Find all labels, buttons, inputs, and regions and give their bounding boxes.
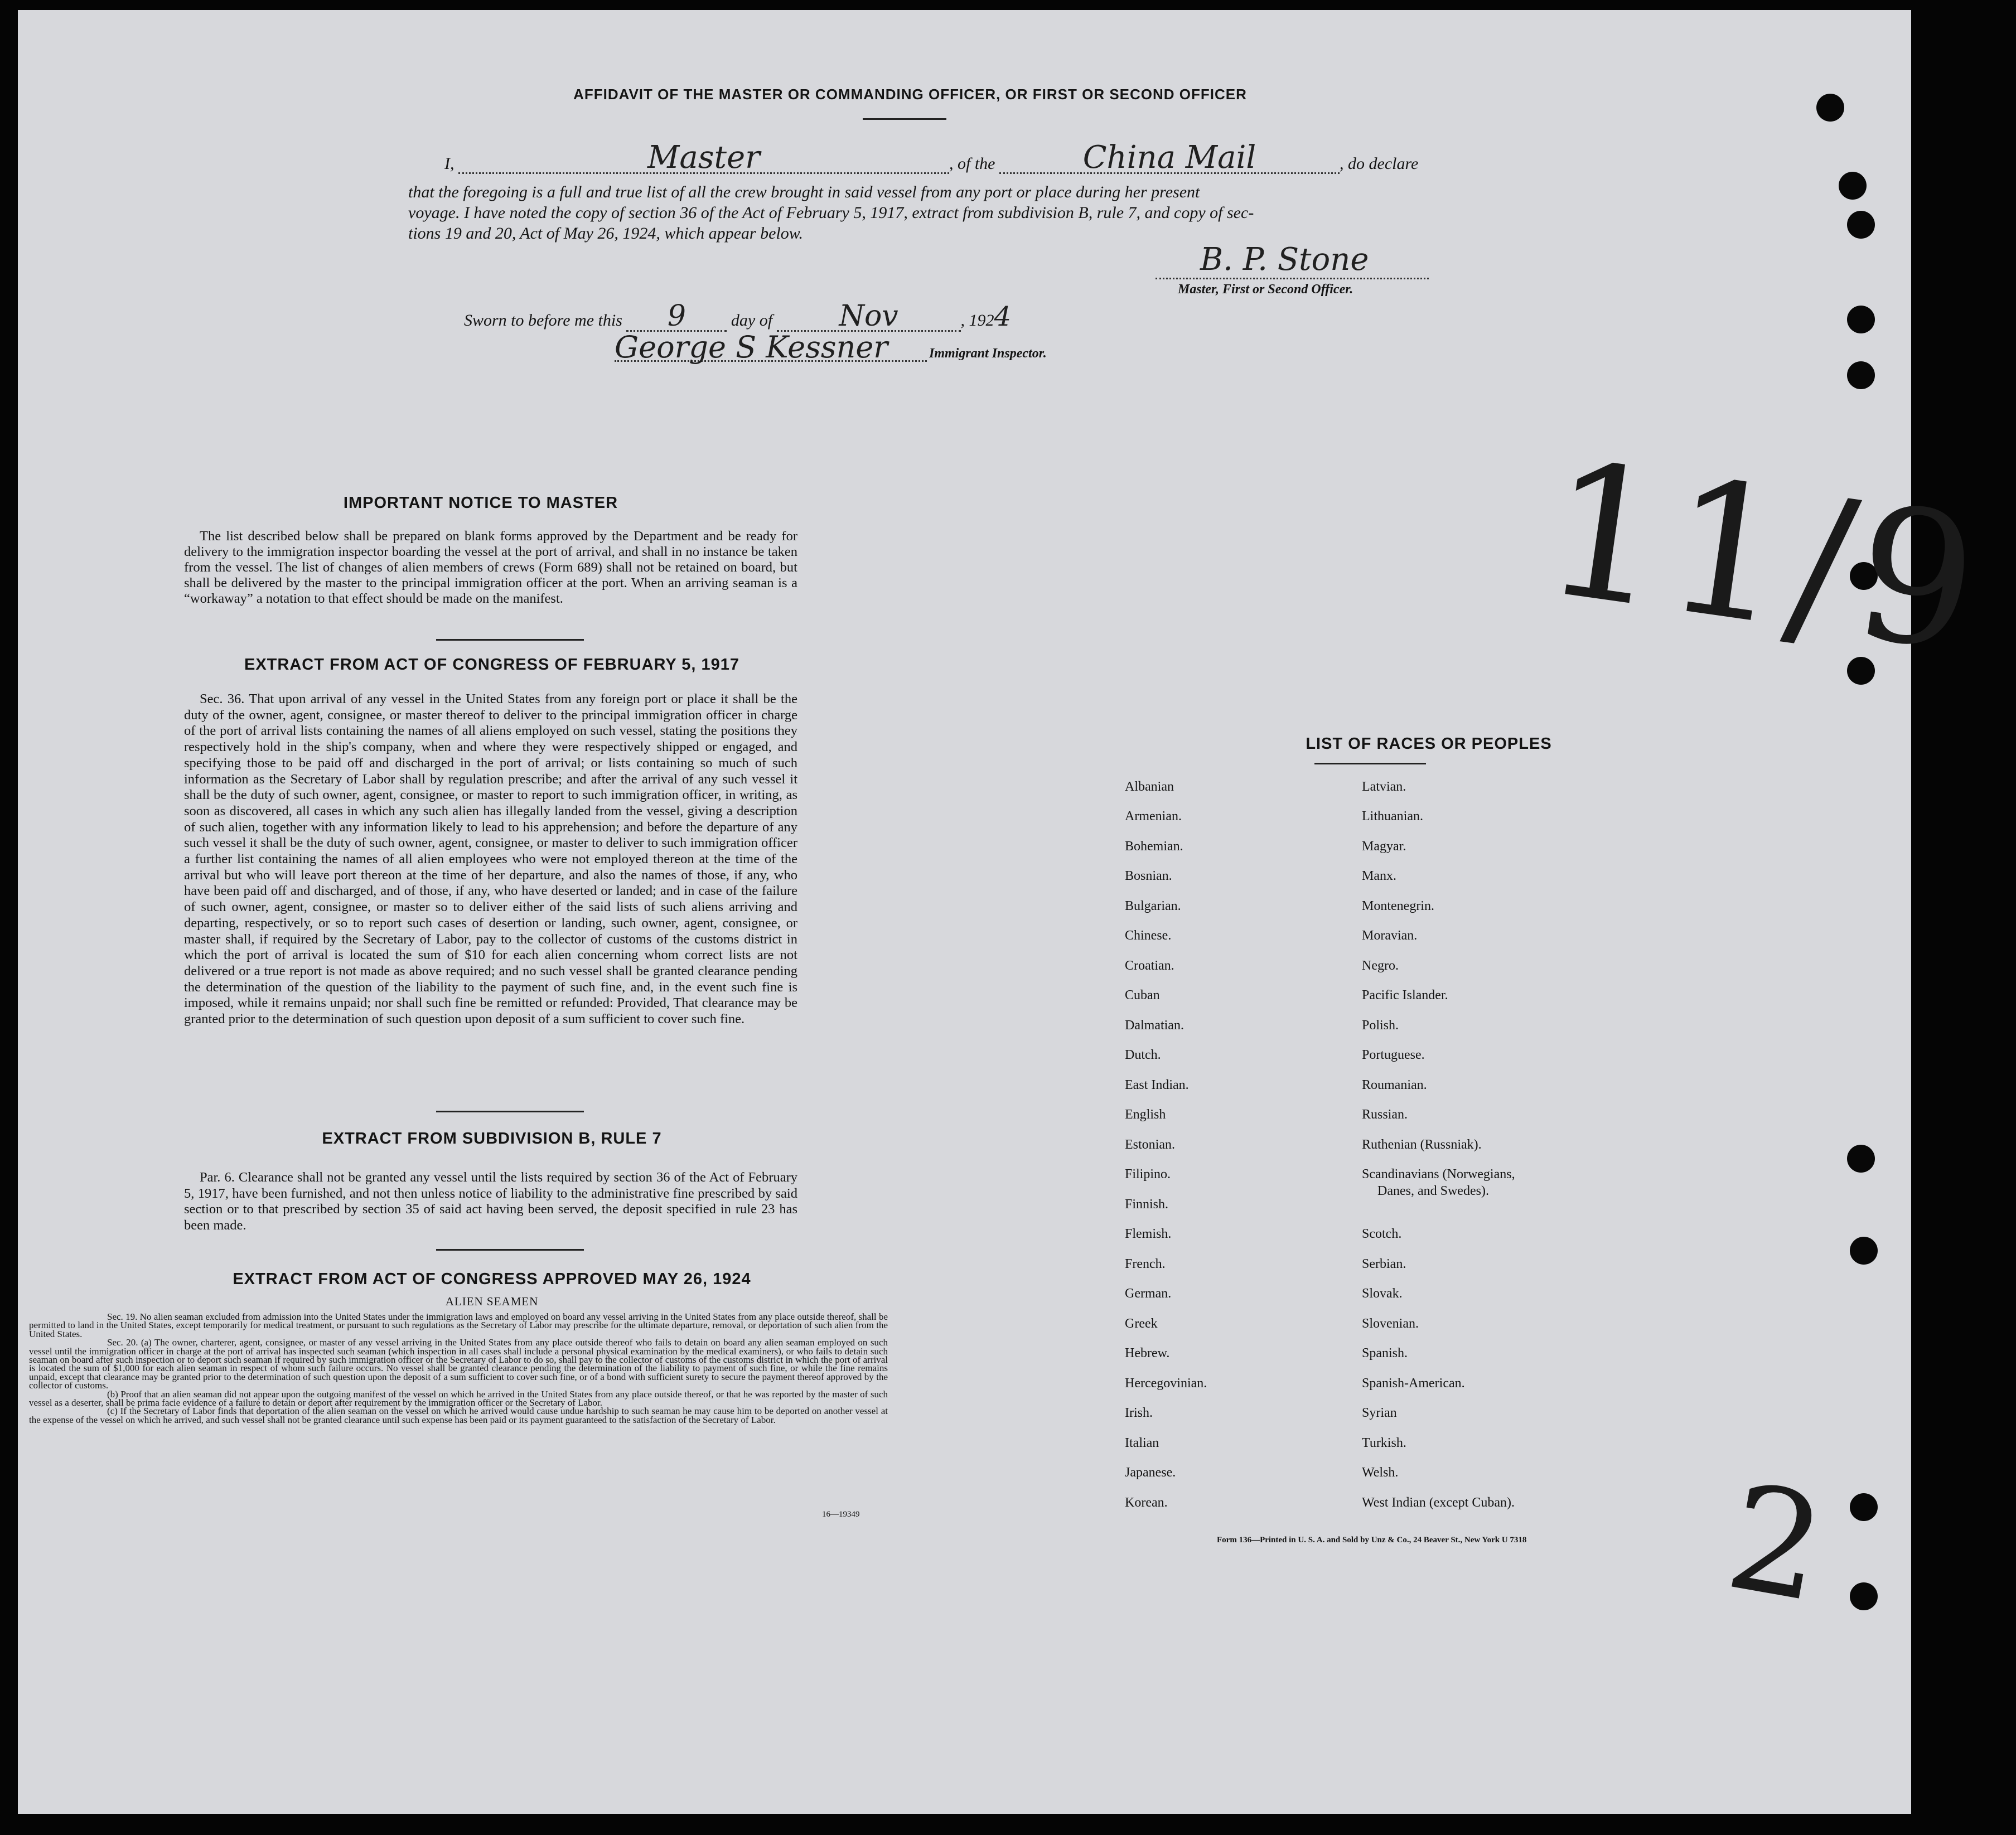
race-item: East Indian. — [1125, 1078, 1189, 1092]
race-item: Estonian. — [1125, 1137, 1175, 1152]
race-item: Hercegovinian. — [1125, 1376, 1207, 1391]
race-item: Scotch. — [1362, 1227, 1402, 1241]
race-item: Filipino. — [1125, 1167, 1171, 1182]
race-item: Spanish-American. — [1362, 1376, 1465, 1391]
race-item: Albanian — [1125, 779, 1174, 794]
do-declare-label: , do declare — [1340, 154, 1419, 173]
race-item: English — [1125, 1107, 1166, 1122]
divider — [436, 1249, 584, 1251]
affidavit-line-4: tions 19 and 20, Act of May 26, 1924, which appear below. — [408, 224, 804, 243]
race-item: Magyar. — [1362, 839, 1406, 854]
punch-hole — [1850, 1237, 1878, 1265]
divider — [863, 118, 946, 120]
race-item: Lithuanian. — [1362, 809, 1423, 824]
divider — [1314, 763, 1426, 764]
handwritten-date-annotation: 11/9 — [1533, 421, 1994, 694]
race-item: Cuban — [1125, 988, 1160, 1003]
sworn-month: Nov — [839, 299, 898, 333]
punch-hole — [1847, 211, 1875, 239]
sworn-day: 9 — [667, 299, 686, 333]
affidavit-line-1 — [444, 139, 1459, 176]
sec-20a-paragraph: Sec. 20. (a) The owner, charterer, agent, consignee, or master of any vessel arriving in the United States from any place outside thereof who fails to detain on board any alien seaman employed on such vessel until the immigration officer in charge at the port of arrival has inspected such seaman (which inspection in all cases shall include a personal physical examination by the medical examiners), or who fails to detain such seaman on board after such inspection or to deport such seaman if required by such immigration officer or the Secretary of Labor to do so, shall pay to the collector of customs of the customs district in which the port of arrival is located the sum of $1,000 for each alien seaman in respect of whom such failure occurs. No vessel shall be granted clearance pending the determination of the liability to payment of such fine, or while the fine remains unpaid, except that clearance may be granted prior to the determination of such question upon the deposit of a sum sufficient to cover such fine, or of a bond with sufficient surety to secure the payment thereof approved by the collector of customs. — [29, 1337, 888, 1391]
race-item: Portuguese. — [1362, 1048, 1425, 1062]
extract-1924-subheading: ALIEN SEAMEN — [445, 1295, 539, 1308]
race-item: French. — [1125, 1257, 1166, 1271]
punch-hole — [1839, 172, 1867, 200]
race-item: Serbian. — [1362, 1257, 1406, 1271]
punch-hole — [1816, 94, 1844, 122]
race-item: Italian — [1125, 1436, 1159, 1450]
race-item: Armenian. — [1125, 809, 1182, 824]
sec-20b-paragraph: (b) Proof that an alien seaman did not appear upon the outgoing manifest of the vessel on which he arrived in the United States from any place outside thereof, or that he was reported by the master of such vessel as a deserter, shall be prima facie evidence of a failure to detain or deport after requirement by the immigration officer or the Secretary of Labor. — [29, 1388, 888, 1408]
signature-line — [1156, 278, 1429, 279]
race-item: Turkish. — [1362, 1436, 1406, 1450]
notice-heading: IMPORTANT NOTICE TO MASTER — [343, 494, 618, 512]
month-field — [777, 299, 961, 333]
punch-hole — [1847, 306, 1875, 333]
sec-19-paragraph: Sec. 19. No alien seaman excluded from admission into the United States under the immigration laws and employed on board any vessel arriving in the United States from any place outside thereof, shall be permitted to land in the United States, except temporarily for medical treatment, or pursuant to such regulations as the Secretary of Labor may prescribe for the ultimate departure, removal, or deportation of such alien from the United States. — [29, 1311, 888, 1339]
race-item: German. — [1125, 1286, 1172, 1301]
race-item: Roumanian. — [1362, 1078, 1427, 1092]
handwritten-mark: 2 — [1716, 1452, 1836, 1635]
race-item: Russian. — [1362, 1107, 1408, 1122]
sworn-line — [464, 301, 1011, 332]
race-item: Manx. — [1362, 869, 1396, 883]
race-item: Slovak. — [1362, 1286, 1403, 1301]
punch-hole — [1850, 1493, 1878, 1521]
divider — [436, 639, 584, 641]
race-item: Danes, and Swedes). — [1377, 1184, 1489, 1198]
race-item: Montenegrin. — [1362, 899, 1434, 913]
race-item: Hebrew. — [1125, 1346, 1170, 1360]
race-item: Latvian. — [1362, 779, 1406, 794]
extract-1924-body — [29, 1313, 888, 1424]
race-item: Irish. — [1125, 1406, 1153, 1420]
races-right-column — [1362, 779, 1652, 1527]
year-prefix: , 192 — [960, 311, 994, 330]
race-item: Korean. — [1125, 1495, 1168, 1510]
affidavit-line-3: voyage. I have noted the copy of section 36 of the Act of February 5, 1917, extract from subdivision B, rule 7, and copy of sec- — [408, 204, 1254, 222]
race-item: Moravian. — [1362, 928, 1418, 943]
inspector-caption: Immigrant Inspector. — [929, 346, 1047, 361]
sworn-prefix: Sworn to before me this — [464, 311, 622, 330]
punch-hole — [1847, 361, 1875, 389]
race-item: Croatian. — [1125, 958, 1174, 973]
race-item: Polish. — [1362, 1018, 1399, 1033]
race-item: Slovenian. — [1362, 1316, 1419, 1331]
year-digit: 4 — [994, 301, 1012, 332]
race-item: Welsh. — [1362, 1465, 1399, 1480]
sec-20c-paragraph: (c) If the Secretary of Labor finds that deportation of the alien seaman on the vessel on which he arrived would cause undue hardship to such seaman he may cause him to be deported on another vessel at the expense of the vessel on which he arrived, and such vessel shall not be granted clearance until such expense has been paid or its payment guaranteed to the satisfaction of the Secretary of Labor. — [29, 1406, 888, 1425]
inspector-line — [615, 330, 1047, 365]
race-item: Finnish. — [1125, 1197, 1169, 1212]
rank-field — [458, 139, 949, 176]
race-item: Bosnian. — [1125, 869, 1172, 883]
race-item: Dalmatian. — [1125, 1018, 1184, 1033]
race-item: Syrian — [1362, 1406, 1397, 1420]
extract-1924-heading: EXTRACT FROM ACT OF CONGRESS APPROVED MAY 26, 1924 — [233, 1270, 751, 1288]
form-number: 16—19349 — [822, 1510, 860, 1519]
form-footer: Form 136—Printed in U. S. A. and Sold by Unz & Co., 24 Beaver St., New York U 7318 — [1217, 1536, 1527, 1545]
race-item: Greek — [1125, 1316, 1158, 1331]
inspector-field — [615, 330, 927, 365]
signature-caption: Master, First or Second Officer. — [1178, 282, 1353, 297]
race-item: Spanish. — [1362, 1346, 1408, 1360]
extract-1917-heading: EXTRACT FROM ACT OF CONGRESS OF FEBRUARY 5, 1917 — [244, 656, 740, 674]
races-left-column — [1125, 779, 1348, 1527]
race-item: Pacific Islander. — [1362, 988, 1448, 1003]
vessel-field — [999, 139, 1340, 176]
day-field — [626, 299, 727, 333]
race-item: Flemish. — [1125, 1227, 1172, 1241]
race-item: Scandinavians (Norwegians, — [1362, 1167, 1515, 1182]
punch-hole — [1850, 1582, 1878, 1610]
race-item: Bulgarian. — [1125, 899, 1181, 913]
vessel-handwritten: China Mail — [1082, 139, 1256, 176]
extract-1917-text: Sec. 36. That upon arrival of any vessel in the United States from any foreign port or place it shall be the duty of the owner, agent, consignee, or master thereof to deliver to the principal immigration officer in charge of the port of arrival lists containing the names of all aliens employed on such vessel, stating the positions they respectively hold in the ship's company, when and where they were respectively shipped or engaged, and specifying those to be paid off and discharged in the port of arrival; or lists containing so much of such information as the Secretary of Labor shall by regulation prescribe; and after the arrival of any such vessel it shall be the duty of such owner, agent, consignee, or master to report to such immigration officer, in writing, as soon as discovered, all cases in which any such alien has illegally landed from the vessel, giving a description of such alien, together with any information likely to lead to his apprehension; and before the departure of any such vessel it shall be the duty of such owner, agent, consignee, or master to deliver to such immigration officer a further list containing the names of all alien employees who were not employed thereon at the time of the arrival but who will leave port thereon at the time of her departure, and also the names of those, if any, who have been paid off and discharged, and of those, if any, who have deserted or landed; and in case of the failure of such owner, agent, consignee, or master so to deliver either of the said lists of such aliens arriving and departing, respectively, or so to report such cases of desertion or landing, such owner, agent, consignee, or master shall, if required by the Secretary of Labor, pay to the collector of customs of the customs district in which the port of arrival is located the sum of $10 for each alien concerning whom correct lists are not delivered or a true report is not made as above required; and no such vessel shall be granted clearance pending the determination of the question of the liability to the payment of such fine, and, in the event such fine is imposed, while it remains unpaid; nor shall such fine be remitted or refunded: Provided, That clearance may be granted prior to the determination of such question upon deposit of a sum sufficient to cover such fine. — [184, 691, 797, 1027]
master-signature: B. P. Stone — [1200, 241, 1369, 278]
of-the-label: , of the — [949, 154, 995, 173]
punch-hole — [1847, 1145, 1875, 1173]
affidavit-title: AFFIDAVIT OF THE MASTER OR COMMANDING OFFICER, OR FIRST OR SECOND OFFICER — [573, 86, 1247, 103]
affidavit-i: I, — [444, 154, 455, 173]
race-item: Japanese. — [1125, 1465, 1176, 1480]
document-sheet — [18, 10, 1994, 1814]
extract-rule7-text: Par. 6. Clearance shall not be granted any vessel until the lists required by section 36 of the Act of February 5, 1917, have been furnished, and not then unless notice of liability to the administrative fine prescribed by said section or to that prescribed by section 35 of said act having been served, the deposit specified in rule 23 has been made. — [184, 1170, 797, 1233]
race-item: Bohemian. — [1125, 839, 1183, 854]
race-item: West Indian (except Cuban). — [1362, 1495, 1515, 1510]
divider — [436, 1111, 584, 1112]
notice-text: The list described below shall be prepared on blank forms approved by the Department and be ready for delivery to the immigration inspector boarding the vessel at the port of arrival, and shall in no instance be taken from the vessel. The list of changes of alien members of crews (Form 689) shall not be retained on board, but shall be delivered by the master to the principal immigration officer at the port. When an arriving seaman is a “workaway” a notation to that effect should be made on the manifest. — [184, 529, 797, 606]
day-of-label: day of — [731, 311, 773, 330]
race-item: Dutch. — [1125, 1048, 1161, 1062]
races-heading: LIST OF RACES OR PEOPLES — [1306, 735, 1552, 753]
race-item: Ruthenian (Russniak). — [1362, 1137, 1482, 1152]
inspector-signature: George S Kessner — [615, 330, 888, 365]
race-item: Negro. — [1362, 958, 1399, 973]
rank-handwritten: Master — [647, 139, 760, 176]
extract-rule7-heading: EXTRACT FROM SUBDIVISION B, RULE 7 — [322, 1130, 662, 1148]
race-item: Chinese. — [1125, 928, 1172, 943]
affidavit-line-2: that the foregoing is a full and true list of all the crew brought in said vessel from any port or place during her present — [408, 183, 1200, 201]
